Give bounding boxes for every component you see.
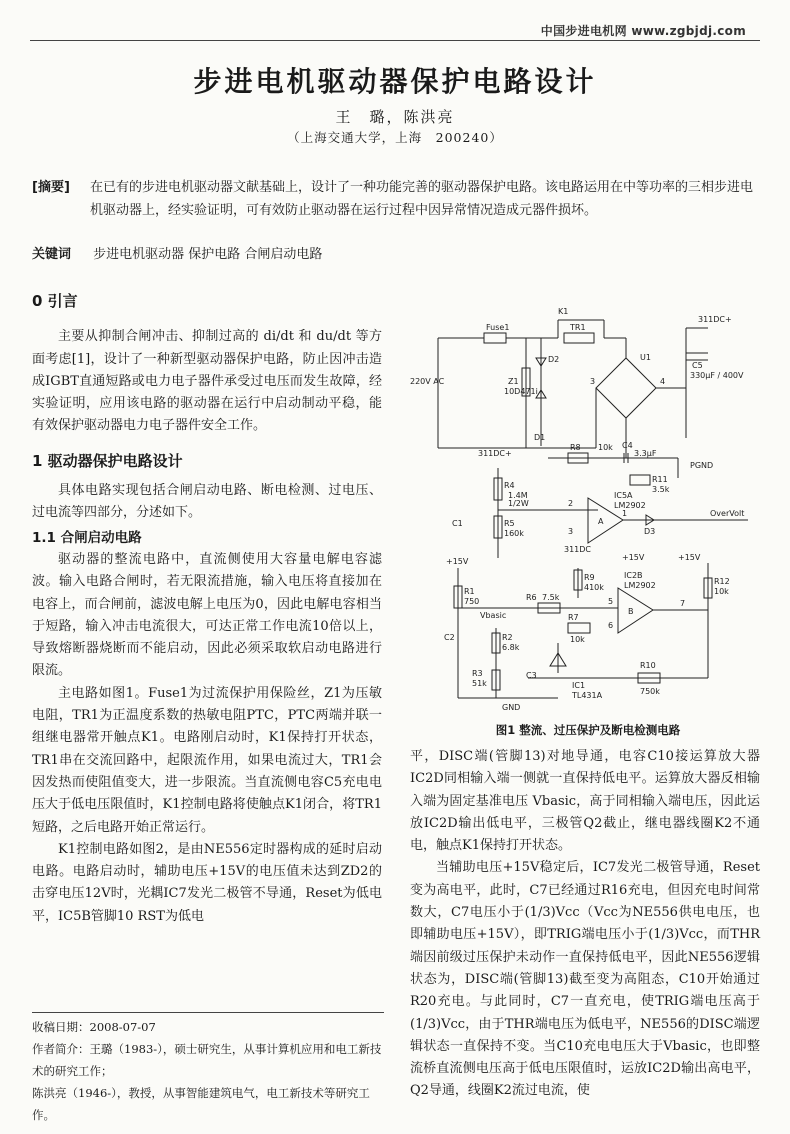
label-r4-value: 1.4M: [508, 491, 528, 500]
section-0-paragraph: 主要从抑制合闸冲击、抑制过高的 di/dt 和 du/dt 等方面考虑[1]，设计了一种新型驱动器保护电路，防止因冲击造成IGBT直通短路或电力电子器件承受过电压而发生故障，经实验证明，应用该电路的驱动器在运行中启动制动平稳，能有效保护驱动器电力电子器件安全工作。: [32, 329, 382, 434]
label-ic1-value: TL431A: [572, 691, 603, 700]
label-r10-value: 750k: [640, 687, 660, 696]
keywords: [32, 243, 322, 262]
label-overvolt: OverVolt: [710, 509, 745, 518]
label-311dc-low: 311DC: [564, 545, 592, 554]
label-node-3: 3: [590, 377, 596, 386]
footnote-author-1: 作者简介：王璐（1983-），硕士研究生，从事计算机应用和电工新技术的研究工作；: [32, 1042, 382, 1078]
bridge-rectifier: [596, 358, 656, 418]
label-d1: D1: [534, 433, 546, 442]
label-r7-value: 10k: [570, 635, 585, 644]
figure-caption: 图1 整流、过压保护及断电检测电路: [495, 723, 681, 737]
label-r6-value: 7.5k: [542, 593, 560, 602]
label-d3: D3: [644, 527, 656, 536]
label-220vac: 220V AC: [410, 377, 445, 386]
site-header: 中国步进电机网 www.zgbjdj.com: [540, 24, 746, 38]
affiliation: （上海交通大学，上海 200240）: [287, 130, 503, 145]
label-gnd: GND: [502, 703, 521, 712]
footnote-rule: [32, 1012, 384, 1013]
label-amp-b: B: [628, 607, 634, 616]
circuit-diagram: [408, 298, 768, 718]
label-r11-value: 3.5k: [652, 485, 670, 494]
label-r9: R9: [584, 573, 595, 582]
label-pin-5: 5: [608, 597, 614, 606]
label-r8-value: 10k: [598, 443, 613, 452]
label-c5: C5: [692, 361, 703, 370]
keywords-text: 步进电机驱动器 保护电路 合闸启动电路: [93, 247, 323, 262]
label-r5-value: 160k: [504, 529, 524, 538]
label-pin-3: 3: [568, 527, 574, 536]
label-r10: R10: [640, 661, 656, 670]
label-r12: R12: [714, 577, 730, 586]
label-311dc-mid: 311DC+: [478, 449, 512, 458]
label-r5: R5: [504, 519, 515, 528]
r11-symbol: [630, 475, 650, 485]
label-r11: R11: [652, 475, 668, 484]
keywords-label: 关键词: [32, 247, 72, 262]
label-k1: K1: [558, 307, 569, 316]
label-pin-6: 6: [608, 621, 614, 630]
label-r3-value: 51k: [472, 679, 487, 688]
label-c4: C4: [622, 441, 633, 450]
label-r4-watt: 1/2W: [508, 499, 529, 508]
label-15v-mid: +15V: [622, 553, 645, 562]
label-pin-1: 1: [622, 509, 628, 518]
label-r3: R3: [472, 669, 483, 678]
label-vbasic: Vbasic: [480, 611, 507, 620]
abstract: [32, 176, 756, 222]
right-paragraph-2: 当辅助电压+15V稳定后，IC7发光二极管导通，Reset变为高电平，此时，C7已经通过R16充电，但因充电时间常数大，C7电压小于(1/3)Vcc（Vcc为NE556供电电压，也即辅助电压+15V），即TRIG端电压小于(1/3)Vcc，而THR端因前级过压保护未动作一直保持低电平，因此NE556逻辑状态为，DISC端(管脚13)截至变为高阻态，C10开始通过R20充电。与此同时，C7一直充电，使TRIG端电压高于(1/3)Vcc，由于THR端电压为低电平，NE556的DISC端逻辑状态一直保持不变。当C10充电电压大于Vbasic，也即整流桥直流侧电压高于低电压限值时，运放IC2D输出高电平，Q2导通，线圈K2流过电流，使: [410, 860, 760, 1099]
label-pin-7: 7: [680, 599, 686, 608]
subsection-1-1-heading: 1.1 合闸启动电路: [32, 529, 142, 546]
label-lm2902-b: LM2902: [624, 581, 656, 590]
label-node-4: 4: [660, 377, 666, 386]
label-ic2b: IC2B: [624, 571, 643, 580]
label-311dc-top: 311DC+: [698, 315, 732, 324]
label-ic5a: IC5A: [614, 491, 633, 500]
label-pgnd: PGND: [690, 461, 714, 470]
label-15v-right: +15V: [678, 553, 701, 562]
label-r12-value: 10k: [714, 587, 729, 596]
section-1-1-paragraph-3: K1控制电路如图2，是由NE556定时器构成的延时启动电路。电路启动时，辅助电压+15V的电压值未达到ZD2的击穿电压12V时，光耦IC7发光二极管不导通，Reset为低电平，IC5B管脚10 RST为低电: [32, 841, 382, 924]
label-r4: R4: [504, 481, 515, 490]
authors: 王 璐，陈洪亮: [335, 108, 455, 126]
fuse1-symbol: [484, 333, 506, 343]
label-c5-value: 330μF / 400V: [690, 371, 744, 380]
label-r7: R7: [568, 613, 579, 622]
section-1-1-paragraph-2: 主电路如图1。Fuse1为过流保护用保险丝，Z1为压敏电阻，TR1为正温度系数的热敏电阻PTC，PTC两端并联一组继电器常开触点K1。电路刚启动时，K1保持打开状态，TR1串在交流回路中，起限流作用，如果电流过大，TR1会因发热而使阻值变大，进一步限流。当直流侧电容C5充电电压大于低电压限值时，K1控制电路将使触点K1闭合，将TR1短路，之后电路开始正常运行。: [32, 685, 382, 835]
label-u1: U1: [640, 353, 651, 362]
label-fuse1: Fuse1: [486, 323, 510, 332]
left-column: [32, 290, 382, 928]
label-d2: D2: [548, 355, 560, 364]
section-0-heading: 0 引言: [32, 292, 78, 310]
footnote-received: 收稿日期：2008-07-07: [32, 1020, 156, 1034]
section-1-1-paragraph-1: 驱动器的整流电路中，直流侧使用大容量电解电容滤波。输入电路合闸时，若无限流措施，输入电压将直接加在电容上，而合闸前，滤波电解上电压为0，因此电解电容相当于短路，输入冲击电流很大，可达正常工作电流10倍以上，导致熔断器烧断而不能启动，因此必须采取软启动电路进行限流。: [32, 551, 382, 679]
label-15v-left: +15V: [446, 557, 469, 566]
label-r9-value: 410k: [584, 583, 604, 592]
label-c1: C1: [452, 519, 463, 528]
abstract-text: 在已有的步进电机驱动器文献基础上，设计了一种功能完善的驱动器保护电路。该电路运用在中等功率的三相步进电机驱动器上，经实验证明，可有效防止驱动器在运行过程中因异常情况造成元器件损坏。: [90, 180, 754, 218]
paper-title: 步进电机驱动器保护电路设计: [193, 65, 597, 98]
tr1-symbol: [564, 333, 594, 343]
footnote-author-2: 陈洪亮（1946-），教授，从事智能建筑电气，电工新技术等研究工作。: [32, 1086, 370, 1122]
label-ic1: IC1: [572, 681, 586, 690]
right-paragraph-1: 平，DISC端(管脚13)对地导通，电容C10接运算放大器IC2D同相输入端一侧就一直保持低电平。运算放大器反相输入端为固定基准电压 Vbasic，高于同相输入端电压，因此运放IC2D输出低电平，三极管Q2截止，继电器线圈K2不通电，触点K1保持打开状态。: [410, 749, 760, 854]
label-tr1: TR1: [570, 323, 586, 332]
ic2b-opamp: [618, 588, 653, 633]
right-column: [410, 746, 760, 1103]
label-r8: R8: [570, 443, 581, 452]
label-z1: Z1: [508, 377, 519, 386]
label-c4-value: 3.3μF: [634, 449, 657, 458]
label-lm2902-a: LM2902: [614, 501, 646, 510]
label-c2: C2: [444, 633, 455, 642]
label-r2-value: 6.8k: [502, 643, 520, 652]
footnotes: [32, 1016, 384, 1126]
section-1-intro: 具体电路实现包括合闸启动电路、断电检测、过电压、过电流等四部分，分述如下。: [32, 483, 382, 521]
label-r1: R1: [464, 587, 475, 596]
r7-symbol: [568, 623, 590, 633]
label-amp-a: A: [598, 517, 604, 526]
label-r6: R6: [526, 593, 537, 602]
abstract-label: [摘要]: [32, 180, 70, 195]
header-rule: [30, 40, 760, 41]
label-z1-value: 10D471i: [504, 387, 538, 396]
label-c3: C3: [526, 671, 537, 680]
section-1-heading: 1 驱动器保护电路设计: [32, 451, 183, 470]
label-pin-2: 2: [568, 499, 574, 508]
label-r2: R2: [502, 633, 513, 642]
label-r1-value: 750: [464, 597, 480, 606]
